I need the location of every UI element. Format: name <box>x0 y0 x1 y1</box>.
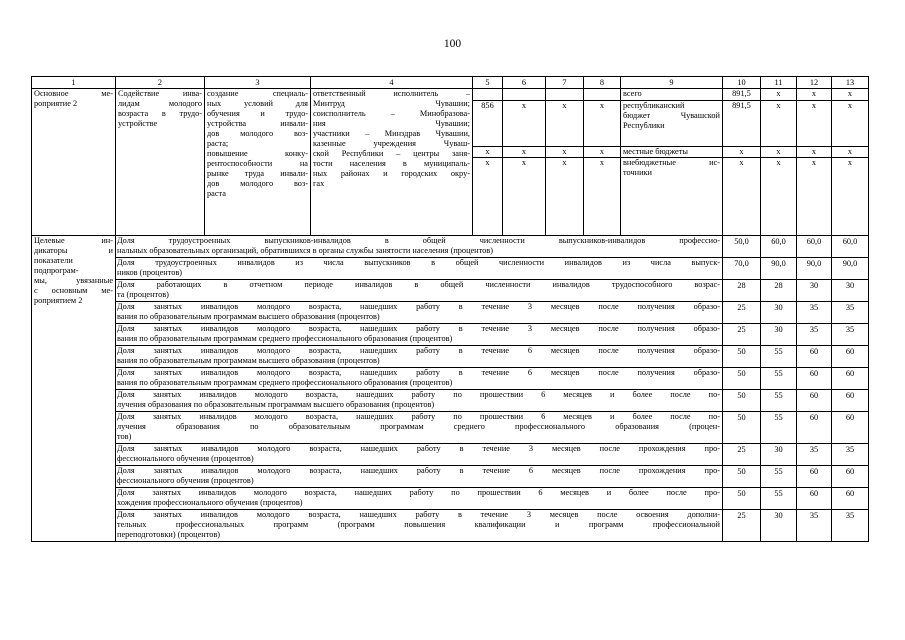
funding-value-c11: x <box>761 158 797 236</box>
indicator-description-cell <box>116 324 723 346</box>
column-number-row <box>32 77 869 89</box>
funding-value-c12: x <box>797 101 832 147</box>
budget-code-c7: x <box>546 147 584 158</box>
indicator-value-v10: 25 <box>723 324 761 346</box>
indicator-value-v10: 50 <box>723 346 761 368</box>
funding-value-c10: x <box>723 158 761 236</box>
indicator-value-v12: 35 <box>797 324 832 346</box>
budget-code-c7: x <box>546 101 584 147</box>
indicators-label-line: Целевые ин- <box>34 236 113 245</box>
funding-value-c10: 891,5 <box>723 89 761 101</box>
indicator-value-v10: 25 <box>723 444 761 466</box>
indicator-value-v13: 60 <box>832 412 869 444</box>
funding-source-line: республиканский <box>623 101 685 110</box>
funding-value-c13: x <box>832 158 869 236</box>
indicator-description-cell <box>116 412 723 444</box>
column-number-9: 9 <box>621 77 723 89</box>
main-event-tasks-line: раста; <box>207 139 229 148</box>
main-event-executors-line: участники – Минздрав Чувашии, <box>313 129 470 138</box>
indicator-value-v12: 60 <box>797 412 832 444</box>
indicator-value-v12: 60 <box>797 346 832 368</box>
funding-source-cell <box>621 147 723 158</box>
indicator-value-v13: 60 <box>832 346 869 368</box>
indicator-value-v12: 35 <box>797 510 832 542</box>
indicator-value-v12: 35 <box>797 302 832 324</box>
main-event-tasks-line: устройства инвали- <box>207 119 308 128</box>
funding-source-cell <box>621 89 723 101</box>
indicator-value-v10: 50 <box>723 466 761 488</box>
funding-source-line: внебюджетные ис- <box>623 158 720 167</box>
indicator-row <box>32 488 869 510</box>
funding-value-c10: x <box>723 147 761 158</box>
indicator-value-v13: 60 <box>832 368 869 390</box>
indicator-value-v12: 60,0 <box>797 236 832 258</box>
indicator-description-line: лучения образования по образовательным программам среднего профессионального образования (процен- <box>117 422 720 431</box>
indicator-description-line: Доля занятых инвалидов молодого возраста, нашедших работу в течение 3 месяцев после прохождения про- <box>117 444 720 453</box>
budget-code-c6: x <box>503 147 546 158</box>
main-event-number-line: Основное ме- <box>34 89 113 98</box>
main-event-tasks-line: рентоспособности на <box>207 159 308 168</box>
column-number-1: 1 <box>32 77 116 89</box>
indicator-value-v12: 60 <box>797 390 832 412</box>
budget-code-c8: x <box>584 147 621 158</box>
main-event-executors-line: ской Республики – центры заня- <box>313 149 470 158</box>
indicator-value-v13: 35 <box>832 302 869 324</box>
main-event-title-line: лидам молодого <box>118 99 202 108</box>
indicator-description-line: Доля трудоустроенных инвалидов из числа выпускников в общей численности инвалидов из числа выпуск- <box>117 258 720 267</box>
indicator-value-v11: 55 <box>761 346 797 368</box>
indicator-description-cell <box>116 390 723 412</box>
indicator-row <box>32 302 869 324</box>
budget-code-c6: x <box>503 158 546 236</box>
indicators-label-line: подпрограм- <box>34 266 79 275</box>
funding-value-c10: 891,5 <box>723 101 761 147</box>
funding-value-c11: x <box>761 89 797 101</box>
column-number-6: 6 <box>503 77 546 89</box>
indicator-description-line: вания по образовательным программам высшего образования (процентов) <box>117 356 380 365</box>
indicator-description-line: Доля занятых инвалидов молодого возраста, нашедших работу в течение 6 месяцев после получения образо- <box>117 346 720 355</box>
indicator-value-v10: 28 <box>723 280 761 302</box>
main-event-number-line: роприятие 2 <box>34 99 78 108</box>
main-event-executors-cell <box>311 89 473 236</box>
indicator-value-v11: 30 <box>761 444 797 466</box>
indicator-description-cell <box>116 466 723 488</box>
indicator-description-cell <box>116 488 723 510</box>
funding-value-c13: x <box>832 101 869 147</box>
indicator-value-v13: 30 <box>832 280 869 302</box>
indicator-description-line: Доля занятых инвалидов молодого возраста, нашедших работу по прошествии 6 месяцев и более после по- <box>117 412 720 421</box>
indicator-value-v13: 60 <box>832 466 869 488</box>
budget-code-c6: x <box>503 101 546 147</box>
indicator-value-v11: 90,0 <box>761 258 797 280</box>
column-number-2: 2 <box>116 77 205 89</box>
indicator-description-line: хождения профессионального обучения (процентов) <box>117 498 303 507</box>
indicator-value-v11: 55 <box>761 412 797 444</box>
indicator-value-v10: 25 <box>723 510 761 542</box>
indicator-description-cell <box>116 258 723 280</box>
column-number-4: 4 <box>311 77 473 89</box>
main-event-tasks-line: ных условий для <box>207 99 308 108</box>
main-event-tasks-line: создание специаль- <box>207 89 308 98</box>
page-number: 100 <box>443 38 462 50</box>
main-event-executors-line: тости населения в муниципаль- <box>313 159 470 168</box>
main-event-executors-line: Минтруд Чувашии; <box>313 99 470 108</box>
indicator-row <box>32 280 869 302</box>
program-table <box>31 76 869 542</box>
indicator-description-line: Доля занятых инвалидов молодого возраста, нашедших работу в течение 6 месяцев после прохождения про- <box>117 466 720 475</box>
indicator-value-v13: 35 <box>832 444 869 466</box>
indicator-value-v11: 55 <box>761 368 797 390</box>
column-number-3: 3 <box>205 77 311 89</box>
funding-value-c12: x <box>797 158 832 236</box>
funding-value-c11: x <box>761 147 797 158</box>
indicator-value-v13: 35 <box>832 510 869 542</box>
funding-value-c13: x <box>832 147 869 158</box>
indicators-label-line: роприятием 2 <box>34 296 83 305</box>
indicator-value-v10: 50 <box>723 488 761 510</box>
indicator-description-line: та (процентов) <box>117 290 169 299</box>
main-event-executors-line: казенные учреждения Чуваш- <box>313 139 470 148</box>
indicator-description-line: тов) <box>117 432 132 441</box>
indicator-description-line: Доля занятых инвалидов молодого возраста, нашедших работу в течение 3 месяцев после освоения дополни- <box>117 510 720 519</box>
indicator-description-cell <box>116 280 723 302</box>
main-event-tasks-line: повышение конку- <box>207 149 308 158</box>
indicator-value-v11: 55 <box>761 488 797 510</box>
indicators-label-line: мы, увязанные <box>34 276 113 285</box>
indicator-description-line: Доля занятых инвалидов молодого возраста, нашедших работу по прошествии 6 месяцев и более после про- <box>117 488 720 497</box>
funding-source-line: бюджет Чувашской <box>623 111 720 120</box>
indicator-value-v10: 50 <box>723 368 761 390</box>
indicator-value-v11: 60,0 <box>761 236 797 258</box>
indicator-description-line: лучения образования по образовательным программам высшего образования (процентов) <box>117 400 435 409</box>
main-event-tasks-line: дов молодого воз- <box>207 129 308 138</box>
main-event-title-line: устройстве <box>118 119 158 128</box>
main-event-title-cell <box>116 89 205 236</box>
budget-code-c8 <box>584 89 621 101</box>
indicator-value-v11: 30 <box>761 510 797 542</box>
main-event-tasks-line: дов молодого воз- <box>207 179 308 188</box>
funding-value-c13: x <box>832 89 869 101</box>
indicator-description-cell <box>116 302 723 324</box>
budget-code-c7: x <box>546 158 584 236</box>
indicator-value-v10: 50 <box>723 390 761 412</box>
indicator-description-cell <box>116 510 723 542</box>
column-number-5: 5 <box>473 77 503 89</box>
funding-row <box>32 89 869 101</box>
indicator-value-v12: 60 <box>797 488 832 510</box>
indicator-description-line: фессионального обучения (процентов) <box>117 476 254 485</box>
indicator-value-v11: 28 <box>761 280 797 302</box>
indicator-value-v11: 30 <box>761 324 797 346</box>
funding-source-line: местные бюджеты <box>623 147 688 156</box>
main-event-number-cell <box>32 89 116 236</box>
indicator-description-line: Доля занятых инвалидов молодого возраста, нашедших работу в течение 6 месяцев после получения образо- <box>117 368 720 377</box>
indicator-description-line: фессионального обучения (процентов) <box>117 454 254 463</box>
funding-value-c12: x <box>797 147 832 158</box>
funding-source-line: Республики <box>623 121 665 130</box>
main-event-executors-line: гах <box>313 179 325 188</box>
indicator-description-cell <box>116 368 723 390</box>
indicator-value-v12: 60 <box>797 368 832 390</box>
indicator-description-line: нальных образовательных организаций, обратившихся в органы службы занятости населения (процентов) <box>117 246 493 255</box>
indicator-value-v10: 50,0 <box>723 236 761 258</box>
indicator-description-line: вания по образовательным программам среднего профессионального образования (процентов) <box>117 334 453 343</box>
indicator-value-v11: 55 <box>761 466 797 488</box>
indicator-description-line: ников (процентов) <box>117 268 183 277</box>
indicator-description-line: Доля работающих в отчетном периоде инвалидов в общей численности инвалидов трудоспособного возрас- <box>117 280 720 289</box>
column-number-11: 11 <box>761 77 797 89</box>
indicator-value-v13: 90,0 <box>832 258 869 280</box>
budget-code-c7 <box>546 89 584 101</box>
indicator-description-cell <box>116 236 723 258</box>
main-event-title-line: Содействие инва- <box>118 89 202 98</box>
funding-value-c12: x <box>797 89 832 101</box>
budget-code-c5: x <box>473 158 503 236</box>
main-event-tasks-line: рынке труда инвали- <box>207 169 308 178</box>
indicator-value-v11: 55 <box>761 390 797 412</box>
indicator-row <box>32 412 869 444</box>
indicator-description-line: Доля занятых инвалидов молодого возраста, нашедших работу по прошествии 6 месяцев и более после по- <box>117 390 720 399</box>
indicator-description-line: Доля занятых инвалидов молодого возраста, нашедших работу в течение 3 месяцев после получения образо- <box>117 324 720 333</box>
indicators-label-line: с основным ме- <box>34 286 113 295</box>
main-event-executors-line: ответственный исполнитель – <box>313 89 470 98</box>
main-event-executors-line: ных районах и городских окру- <box>313 169 470 178</box>
funding-source-cell <box>621 101 723 147</box>
budget-code-c6 <box>503 89 546 101</box>
indicator-row <box>32 368 869 390</box>
column-number-12: 12 <box>797 77 832 89</box>
indicator-description-line: вания по образовательным программам высшего образования (процентов) <box>117 312 380 321</box>
column-number-7: 7 <box>546 77 584 89</box>
column-number-8: 8 <box>584 77 621 89</box>
funding-source-line: точники <box>623 168 652 177</box>
indicator-value-v10: 50 <box>723 412 761 444</box>
budget-code-c8: x <box>584 101 621 147</box>
indicator-description-cell <box>116 444 723 466</box>
indicator-description-line: переподготовки) (процентов) <box>117 530 221 539</box>
funding-source-line: всего <box>623 89 642 98</box>
main-event-executors-line: ния Чувашии; <box>313 119 470 128</box>
indicator-row <box>32 466 869 488</box>
indicator-value-v13: 60 <box>832 488 869 510</box>
indicator-value-v10: 25 <box>723 302 761 324</box>
indicator-value-v12: 90,0 <box>797 258 832 280</box>
main-event-tasks-line: раста <box>207 189 226 198</box>
column-number-10: 10 <box>723 77 761 89</box>
indicator-value-v12: 60 <box>797 466 832 488</box>
main-event-title-line: возраста в трудо- <box>118 109 202 118</box>
indicators-label-line: показатели <box>34 256 73 265</box>
indicator-row <box>32 444 869 466</box>
budget-code-c8: x <box>584 158 621 236</box>
funding-value-c11: x <box>761 101 797 147</box>
indicator-description-cell <box>116 346 723 368</box>
budget-code-c5 <box>473 89 503 101</box>
indicators-label-cell <box>32 236 116 542</box>
indicators-label-line: дикаторы и <box>34 246 113 255</box>
indicator-value-v13: 35 <box>832 324 869 346</box>
table-body <box>32 77 869 542</box>
indicator-row <box>32 236 869 258</box>
indicator-row <box>32 258 869 280</box>
column-number-13: 13 <box>832 77 869 89</box>
indicator-description-line: Доля занятых инвалидов молодого возраста, нашедших работу в течение 3 месяцев после получения образо- <box>117 302 720 311</box>
budget-code-c5: 856 <box>473 101 503 147</box>
indicator-description-line: тельных профессиональных программ (программ повышения квалификации и программ профессиональной <box>117 520 720 529</box>
indicator-row <box>32 390 869 412</box>
indicator-row <box>32 324 869 346</box>
main-event-tasks-cell <box>205 89 311 236</box>
indicator-value-v12: 35 <box>797 444 832 466</box>
budget-code-c5: x <box>473 147 503 158</box>
indicator-value-v11: 30 <box>761 302 797 324</box>
indicator-row <box>32 346 869 368</box>
indicator-description-line: Доля трудоустроенных выпускников-инвалидов в общей численности выпускников-инвалидов профессио- <box>117 236 720 245</box>
indicator-value-v12: 30 <box>797 280 832 302</box>
indicator-value-v13: 60 <box>832 390 869 412</box>
funding-source-cell <box>621 158 723 236</box>
indicator-description-line: вания по образовательным программам среднего профессионального образования (процентов) <box>117 378 453 387</box>
indicator-value-v13: 60,0 <box>832 236 869 258</box>
main-event-tasks-line: обучения и трудо- <box>207 109 308 118</box>
indicator-value-v10: 70,0 <box>723 258 761 280</box>
indicator-row <box>32 510 869 542</box>
main-event-executors-line: соисполнитель – Минобразова- <box>313 109 470 118</box>
